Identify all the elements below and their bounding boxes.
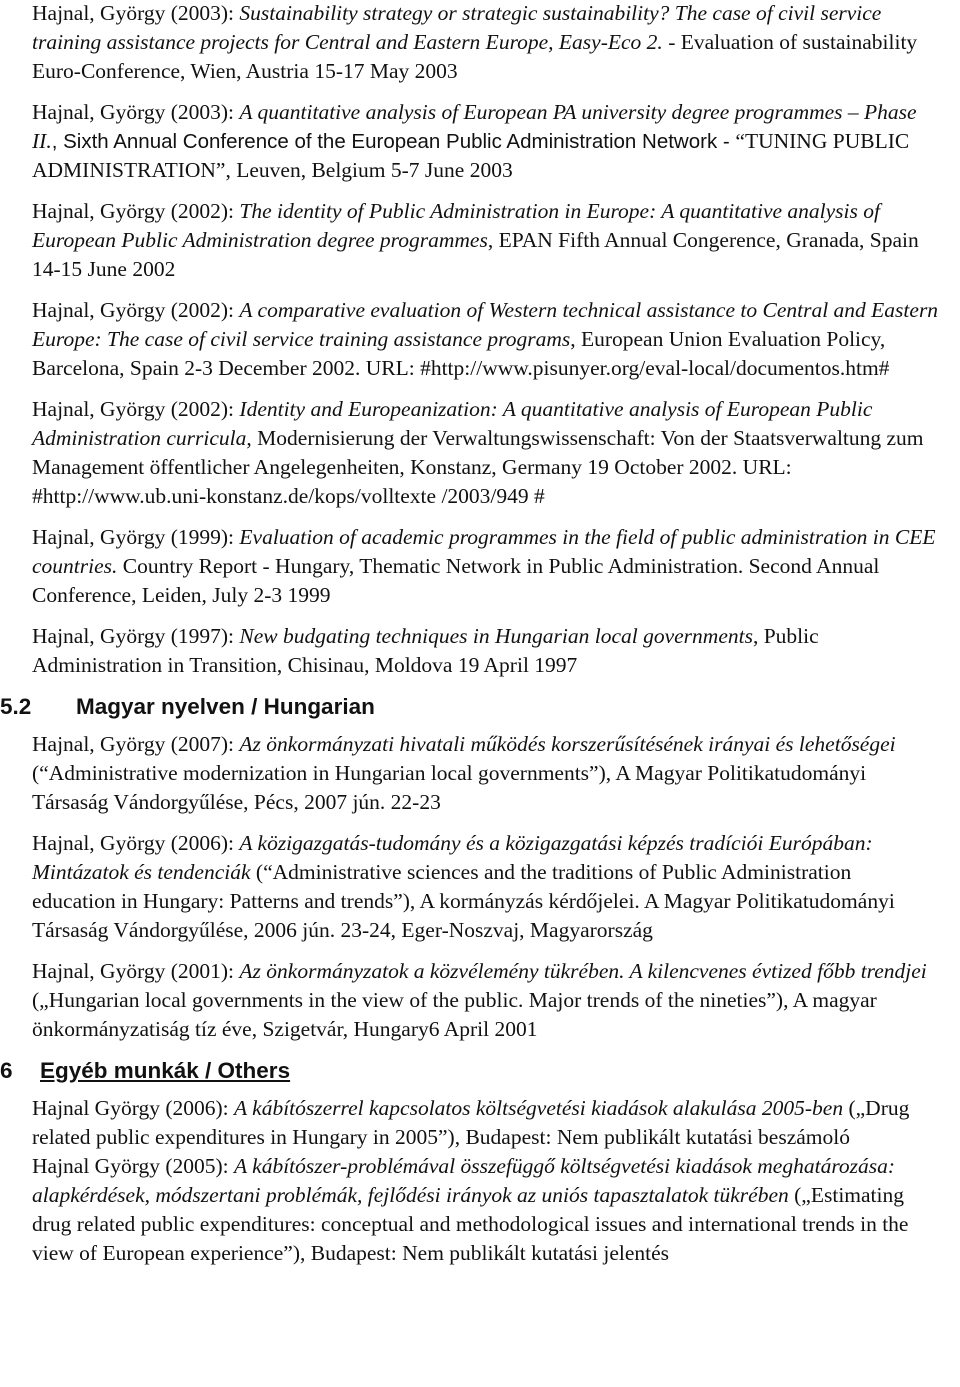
reference-details: - Evaluation of sustainability Euro-Conference, Wien, Austria 15-17 May 2003 (32, 30, 918, 83)
reference-title: Sustainability strategy or strategic sustainability? The case of civil service training assistance projects for Central and Eastern Europe, Easy-Eco 2. (32, 1, 882, 54)
reference-details: , European Union Evaluation Policy, Barcelona, Spain 2-3 December 2002. URL: #http://www.pisunyer.org/eval-local/documentos.htm# (32, 327, 890, 380)
reference-author: Hajnal, György (2003): (32, 1, 240, 25)
reference-details: , EPAN Fifth Annual Congerence, Granada, Spain 14-15 June 2002 (32, 228, 919, 281)
reference-author: Hajnal György (2006): (32, 1096, 235, 1120)
reference-author: Hajnal, György (2006): (32, 831, 240, 855)
section-heading-6 (0, 1056, 940, 1086)
reference-details: Country Report - Hungary, Thematic Network in Public Administration. Second Annual Conference, Leiden, July 2-3 1999 (32, 554, 880, 607)
reference-author: Hajnal György (2005): (32, 1154, 235, 1178)
reference-author: Hajnal, György (1999): (32, 525, 240, 549)
reference-title: Az önkormányzati hivatali működés korszerűsítésének irányai és lehetőségei (239, 732, 896, 756)
reference-title: A kábítószer-problémával összefüggő költségvetési kiadások meghatározása: alapkérdések, módszertani problémák, fejlődési irányok az uniós tapasztalatok tükrében (32, 1154, 896, 1207)
reference-author: Hajnal, György (2002): (32, 199, 240, 223)
reference-author: Hajnal, György (2002): (32, 298, 240, 322)
reference-details: , Modernisierung der Verwaltungswissenschaft: Von der Staatsverwaltung zum Management öffentlicher Angelegenheiten, Konstanz, Germany 19 October 2002. URL: #http://www.ub.uni-konstanz.de/kops/volltexte /2003/949 # (32, 426, 924, 508)
reference-author: Hajnal, György (2003): (32, 100, 240, 124)
reference-entry (32, 296, 940, 383)
section-title: Egyéb munkák / Others (40, 1058, 291, 1083)
reference-entry (32, 197, 940, 284)
section-heading-5-2 (0, 692, 940, 722)
section-title: Magyar nyelven / Hungarian (76, 694, 375, 719)
reference-entry (32, 829, 940, 945)
reference-title: New budgating techniques in Hungarian local governments (239, 624, 753, 648)
reference-title: A kábítószerrel kapcsolatos költségvetési kiadások alakulása 2005-ben (234, 1096, 844, 1120)
reference-author: Hajnal, György (2007): (32, 732, 240, 756)
reference-details: (“Administrative modernization in Hungarian local governments”), A Magyar Politikatudományi Társaság Vándorgyűlése, Pécs, 2007 jún. 22-23 (32, 761, 867, 814)
reference-details: , Sixth Annual Conference of the European Public Administration Network - (51, 130, 736, 153)
reference-details: („Hungarian local governments in the view of the public. Major trends of the nineties”), A magyar önkormányzatiság tíz éve, Szigetvár, Hungary6 April 2001 (32, 988, 877, 1041)
reference-title: Identity and Europeanization: A quantitative analysis of European Public Administration curricula (32, 397, 873, 450)
reference-title: A quantitative analysis of European PA university degree programmes – Phase II. (32, 100, 917, 153)
reference-details: („Estimating drug related public expenditures: conceptual and methodological issues and international trends in the view of European experience”), Budapest: Nem publikált kutatási jelentés (32, 1183, 909, 1265)
reference-author: Hajnal, György (2002): (32, 397, 240, 421)
reference-title: Az önkormányzatok a közvélemény tükrében. A kilencvenes évtized főbb trendjei (239, 959, 927, 983)
reference-details-cont: “TUNING PUBLIC ADMINISTRATION”, Leuven, Belgium 5-7 June 2003 (32, 129, 910, 182)
reference-title: Evaluation of academic programmes in the field of public administration in CEE countries. (32, 525, 936, 578)
reference-author: Hajnal, György (2001): (32, 959, 240, 983)
reference-entry (32, 395, 940, 511)
reference-entry (32, 622, 940, 680)
reference-entry (32, 523, 940, 610)
reference-entry (32, 1094, 940, 1152)
reference-entry (32, 98, 940, 185)
reference-details: („Drug related public expenditures in Hungary in 2005”), Budapest: Nem publikált kutatási beszámoló (32, 1096, 910, 1149)
reference-title: The identity of Public Administration in Europe: A quantitative analysis of European Public Administration degree programmes (32, 199, 880, 252)
reference-entry (32, 0, 940, 86)
section-number: 5.2 (0, 694, 32, 719)
reference-details: , Public Administration in Transition, Chisinau, Moldova 19 April 1997 (32, 624, 819, 677)
reference-title: A közigazgatás-tudomány és a közigazgatási képzés tradíciói Európában: Mintázatok és tendenciák (32, 831, 873, 884)
reference-entry (32, 730, 940, 817)
section-number: 6 (0, 1058, 13, 1083)
reference-entry (32, 1152, 940, 1268)
reference-title: A comparative evaluation of Western technical assistance to Central and Eastern Europe: The case of civil service training assistance programs (32, 298, 939, 351)
reference-author: Hajnal, György (1997): (32, 624, 240, 648)
reference-entry (32, 957, 940, 1044)
reference-details: (“Administrative sciences and the traditions of Public Administration education in Hungary: Patterns and trends”), A kormányzás kérdőjelei. A Magyar Politikatudományi Társaság Vándorgyűlése, 2006 jún. 23-24, Eger-Noszvaj, Magyarország (32, 860, 895, 942)
